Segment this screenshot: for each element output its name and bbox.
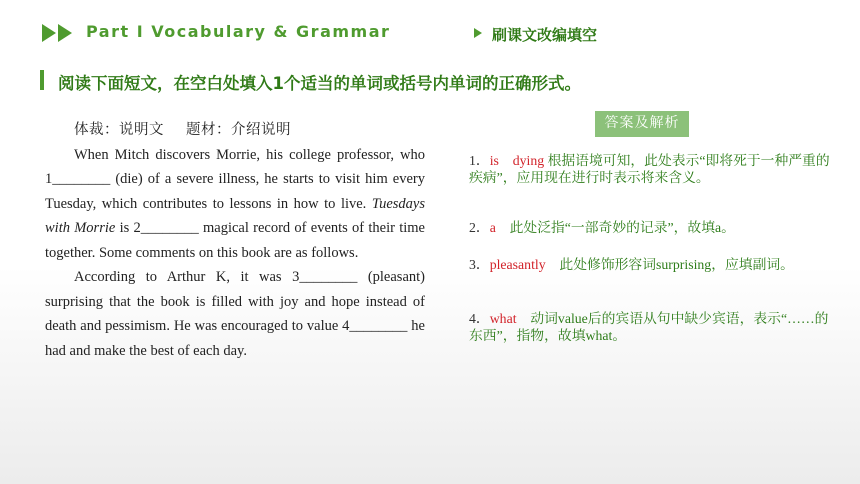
answer-explanation: 动词value后的宾语从句中缺少宾语，表示“……的东西”，指物，故填what。 <box>469 311 829 343</box>
topic-label: 题材：介绍说明 <box>186 122 291 138</box>
play-triangle-icon <box>474 28 482 38</box>
answer-number: 2． <box>469 220 490 235</box>
answer-number: 3． <box>469 257 490 272</box>
answer-item <box>469 256 794 273</box>
paragraph-1-text: When Mitch discovers Morrie, his college professor, who 1________ (die) of a severe illness, he starts to visit him every Tuesday, which contributes to lessons in how to live. <box>45 146 425 212</box>
answer-item <box>469 152 831 186</box>
answer-item <box>469 310 831 344</box>
passage-paragraph-2: According to Arthur K, it was 3________ (pleasant) surprising that the book is filled with joy and hope instead of death and pessimism. He was encouraged to value 4________ he had and make the best of each day. <box>45 269 425 359</box>
genre-label: 体裁：说明文 <box>74 122 164 138</box>
passage <box>45 118 425 363</box>
double-arrow-icon <box>42 24 76 42</box>
answer-explanation: 此处修饰形容词surprising，应填副词。 <box>545 257 794 272</box>
instruction-text: 阅读下面短文，在空白处填入1个适当的单词或括号内单词的正确形式。 <box>58 74 581 93</box>
answer-tag[interactable]: 答案及解析 <box>595 111 689 137</box>
answer-explanation: 此处泛指“一部奇妙的记录”，故填a。 <box>495 220 735 235</box>
answer-word: is dying <box>489 153 545 168</box>
answer-explanation: 根据语境可知，此处表示“即将死于一种严重的疾病”，应用现在进行时表示将来含义。 <box>469 153 830 185</box>
answer-item <box>469 219 735 236</box>
passage-paragraph-1 <box>45 143 425 266</box>
instruction-bar <box>40 70 44 90</box>
answer-number: 4． <box>469 311 490 326</box>
answer-word: pleasantly <box>489 257 546 272</box>
passage-meta <box>45 118 425 143</box>
answer-word: a <box>489 220 496 235</box>
answer-word: what <box>489 311 517 326</box>
book-title: Tuesdays with Morrie <box>45 195 425 236</box>
paragraph-1-text-cont: is 2________ magical record of events of their time together. Some comments on this book are as follows. <box>45 220 425 261</box>
part-title: Part Ⅰ Vocabulary & Grammar <box>86 22 391 41</box>
section-title: 刷课文改编填空 <box>492 26 598 44</box>
answer-number: 1． <box>469 153 490 168</box>
header <box>0 0 860 60</box>
